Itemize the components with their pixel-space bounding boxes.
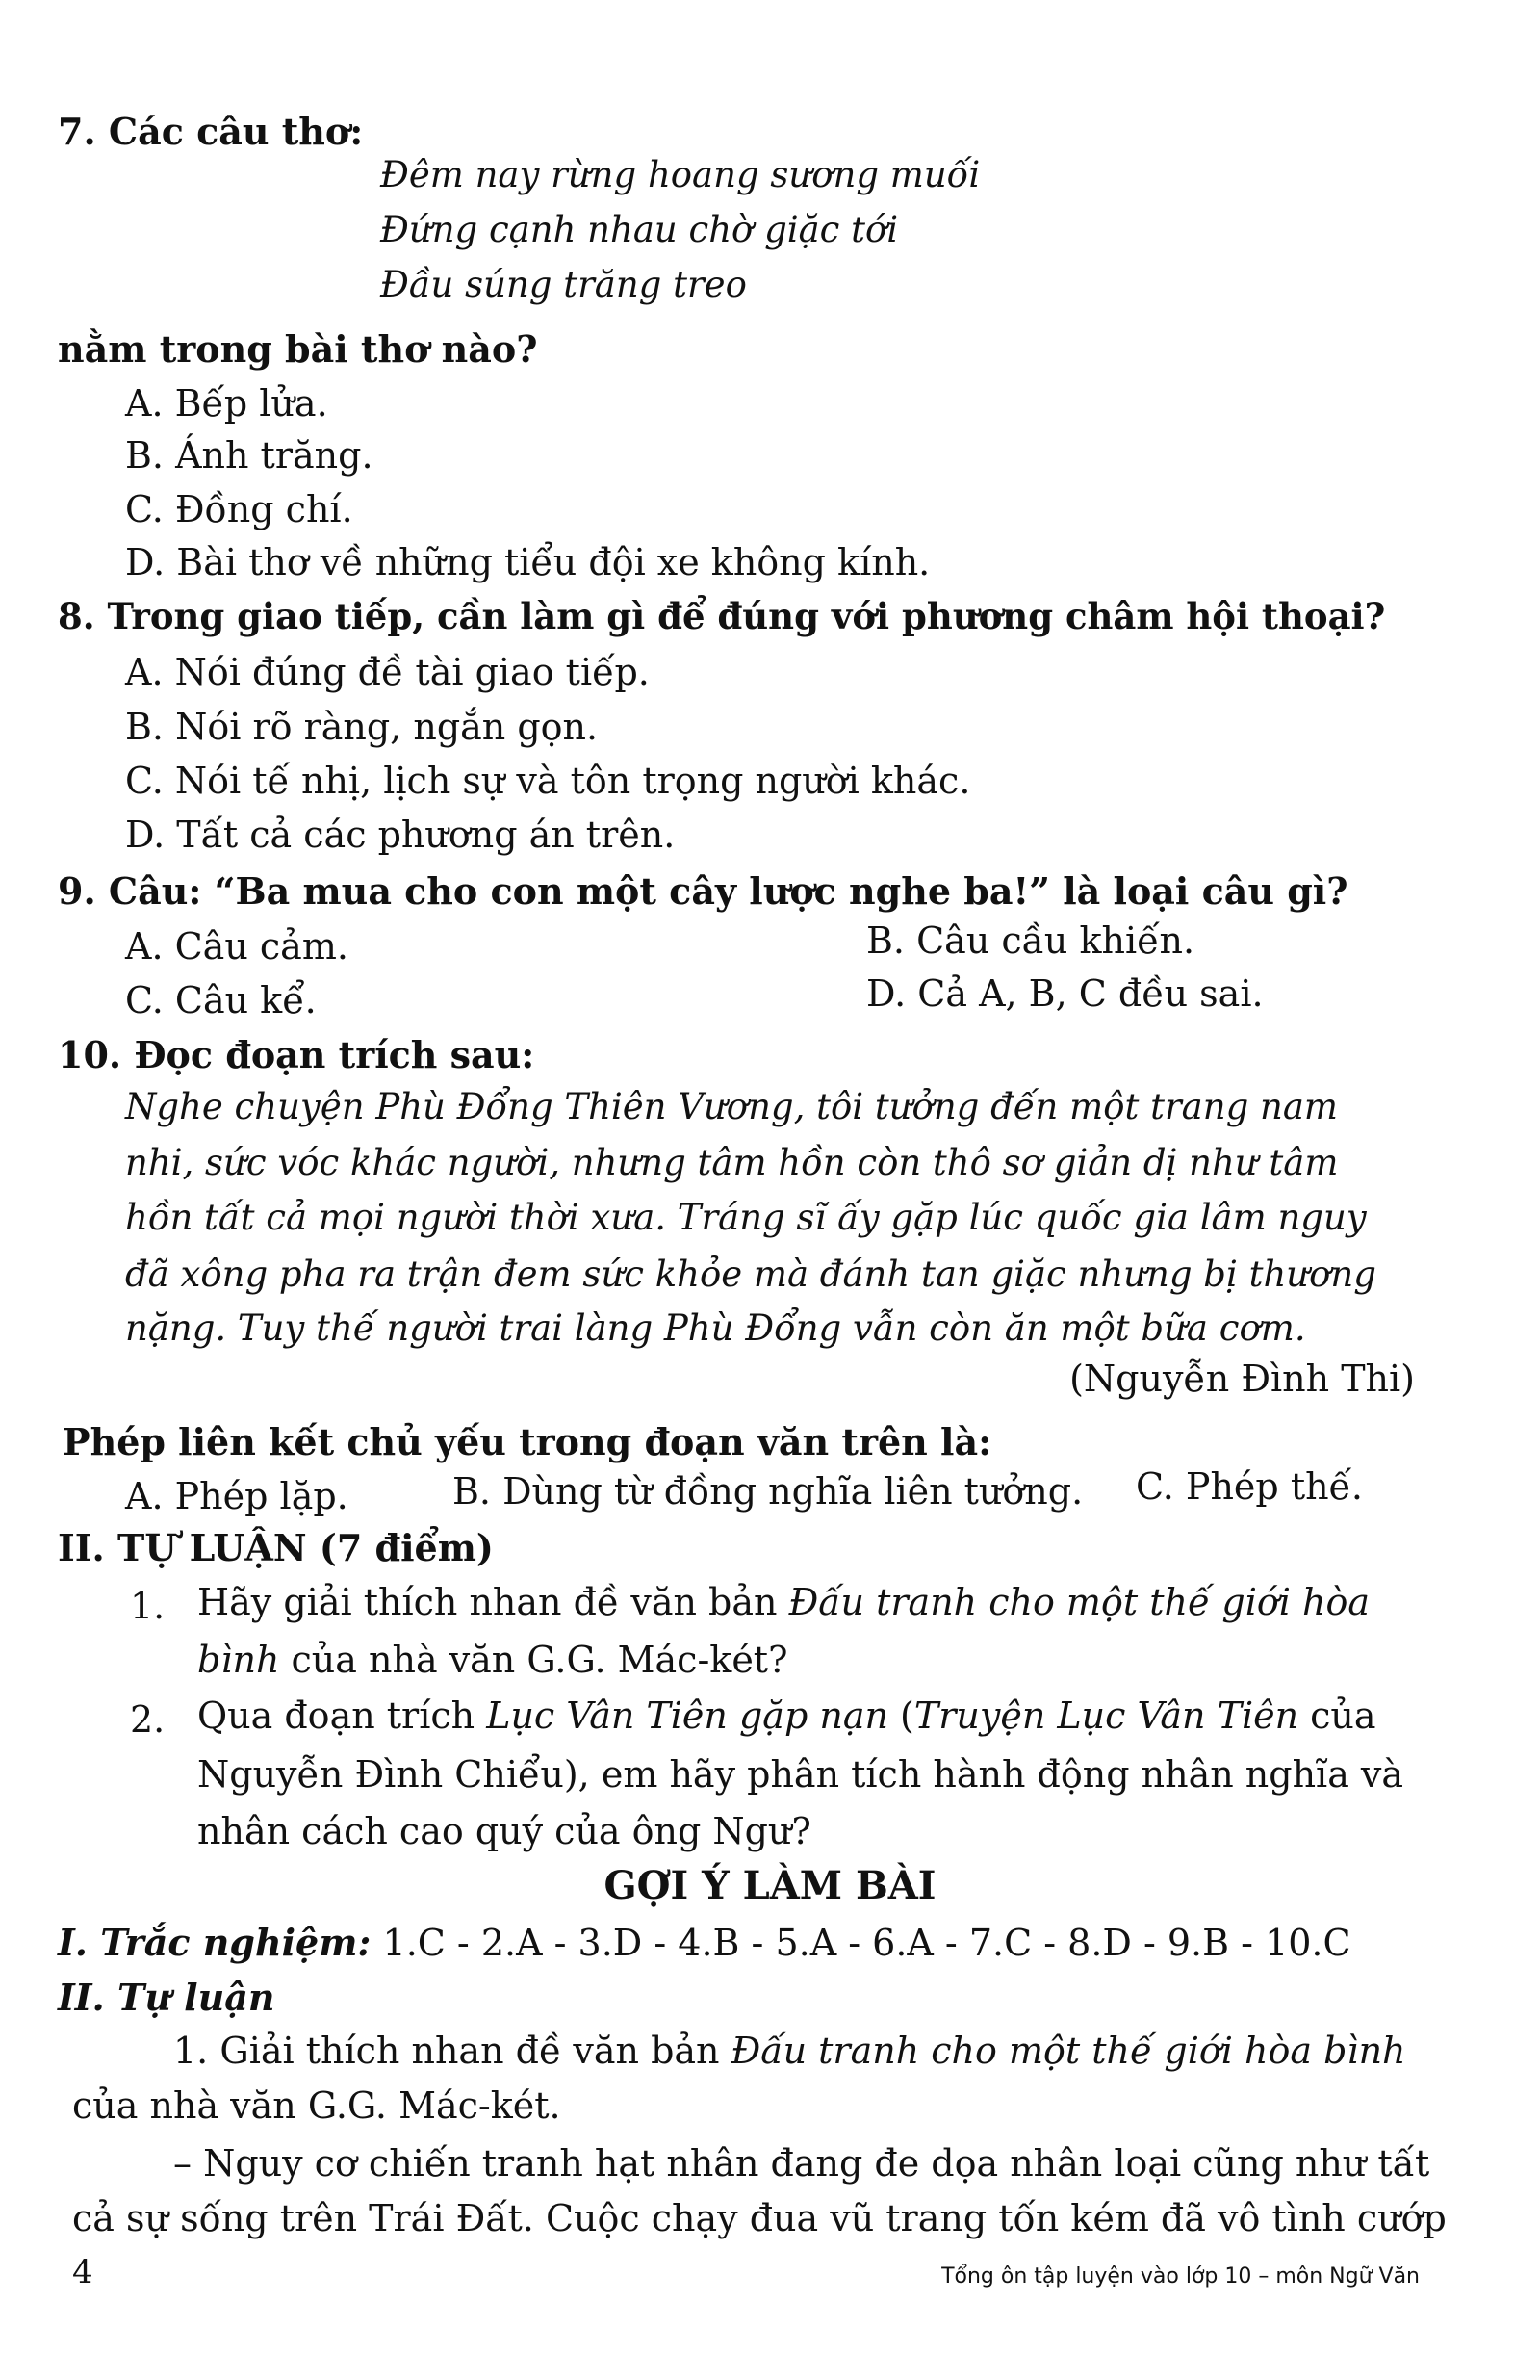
essay-item-1-text-end: của nhà văn G.G. Mác-két? (279, 1639, 788, 1681)
q8-option-c: C. Nói tế nhị, lịch sự và tôn trọng người khác. (125, 760, 971, 802)
page-number: 4 (72, 2253, 93, 2291)
essay-item-2-text-a: Qua đoạn trích (197, 1694, 487, 1737)
q7-option-a: A. Bếp lửa. (125, 382, 328, 425)
essay-item-1-text: Hãy giải thích nhan đề văn bản (197, 1581, 789, 1623)
guide-essay-label: II. Tự luận (58, 1976, 275, 2019)
q9-heading: 9. Câu: “Ba mua cho con một cây lược nghe ba!” là loại câu gì? (58, 869, 1348, 913)
q10-passage-line-1: Nghe chuyện Phù Đổng Thiên Vương, tôi tưởng đến một trang nam (125, 1086, 1338, 1127)
essay-item-1-title: Đấu tranh cho một thế giới hòa (788, 1581, 1370, 1623)
essay-item-2-text-b: của (1298, 1694, 1376, 1737)
q7-heading: 7. Các câu thơ: (58, 110, 364, 153)
q10-passage-line-3: hồn tất cả mọi người thời xưa. Tráng sĩ ấy gặp lúc quốc gia lâm nguy (125, 1197, 1367, 1238)
book-title-footer: Tổng ôn tập luyện vào lớp 10 – môn Ngữ Văn (941, 2264, 1420, 2289)
q9-option-a: A. Câu cảm. (125, 925, 348, 968)
essay-item-2-work-title: Truyện Lục Vân Tiên (913, 1694, 1299, 1737)
q9-option-c: C. Câu kể. (125, 979, 317, 1022)
essay-item-1-line-2 (197, 1639, 787, 1683)
q10-heading: 10. Đọc đoạn trích sau: (58, 1033, 535, 1076)
essay-item-2-line-3: nhân cách cao quý của ông Ngư? (197, 1810, 811, 1852)
q10-passage-line-4: đã xông pha ra trận đem sức khỏe mà đánh tan giặc nhưng bị thương (125, 1254, 1376, 1295)
guide-paragraph-1-line-1 (173, 2030, 1406, 2074)
essay-item-2-excerpt-title: Lục Vân Tiên gặp nạn (486, 1694, 888, 1737)
essay-heading: II. TỰ LUẬN (7 điểm) (58, 1526, 494, 1569)
q10-author: (Nguyễn Đình Thi) (1069, 1358, 1415, 1400)
essay-item-1-number: 1. (130, 1585, 166, 1627)
q7-poem-line-3: Đầu súng trăng treo (380, 264, 747, 305)
q10-option-c: C. Phép thế. (1136, 1465, 1364, 1508)
q7-poem-line-2: Đứng cạnh nhau chờ giặc tới (380, 209, 899, 250)
guide-title: GỢI Ý LÀM BÀI (603, 1863, 937, 1908)
q10-question: Phép liên kết chủ yếu trong đoạn văn trên là: (63, 1420, 992, 1463)
q7-option-c: C. Đồng chí. (125, 488, 353, 530)
guide-paragraph-1-line-2: của nhà văn G.G. Mác-két. (72, 2084, 561, 2127)
q7-option-b: B. Ánh trăng. (125, 434, 373, 477)
q8-option-b: B. Nói rõ ràng, ngắn gọn. (125, 706, 599, 748)
q10-passage-line-2: nhi, sức vóc khác người, nhưng tâm hồn còn thô sơ giản dị như tâm (125, 1142, 1339, 1183)
essay-item-2-line-2: Nguyễn Đình Chiểu), em hãy phân tích hành động nhân nghĩa và (197, 1753, 1404, 1796)
q10-passage-line-5: nặng. Tuy thế người trai làng Phù Đổng vẫn còn ăn một bữa cơm. (125, 1307, 1306, 1349)
essay-item-2-number: 2. (130, 1698, 166, 1741)
essay-item-2-line-1 (197, 1694, 1376, 1739)
q8-option-d: D. Tất cả các phương án trên. (125, 814, 676, 856)
q8-heading: 8. Trong giao tiếp, cần làm gì để đúng với phương châm hội thoại? (58, 595, 1386, 637)
q10-option-b: B. Dùng từ đồng nghĩa liên tưởng. (452, 1470, 1084, 1513)
q10-option-a: A. Phép lặp. (125, 1475, 348, 1517)
q7-question: nằm trong bài thơ nào? (58, 327, 538, 371)
guide-mc-line (58, 1921, 1351, 1966)
q7-poem-line-1: Đêm nay rừng hoang sương muối (380, 154, 981, 195)
essay-item-1-title-end: bình (197, 1639, 280, 1681)
essay-item-1-line-1 (197, 1581, 1370, 1625)
guide-paragraph-2-line-1: – Nguy cơ chiến tranh hạt nhân đang đe dọa nhân loại cũng như tất (173, 2142, 1430, 2185)
essay-item-2-paren: ( (887, 1694, 914, 1737)
guide-p1-text: 1. Giải thích nhan đề văn bản (173, 2030, 732, 2072)
q9-option-d: D. Cả A, B, C đều sai. (866, 972, 1264, 1015)
q8-option-a: A. Nói đúng đề tài giao tiếp. (125, 651, 650, 693)
guide-p1-title: Đấu tranh cho một thế giới hòa bình (731, 2030, 1406, 2072)
guide-paragraph-2-line-2: cả sự sống trên Trái Đất. Cuộc chạy đua vũ trang tốn kém đã vô tình cướp (72, 2197, 1447, 2239)
guide-mc-answers: 1.C - 2.A - 3.D - 4.B - 5.A - 6.A - 7.C - 8.D - 9.B - 10.C (371, 1922, 1351, 1964)
q7-option-d: D. Bài thơ về những tiểu đội xe không kính. (125, 541, 931, 583)
guide-mc-label: I. Trắc nghiệm: (58, 1921, 372, 1964)
q9-option-b: B. Câu cầu khiến. (866, 919, 1195, 962)
